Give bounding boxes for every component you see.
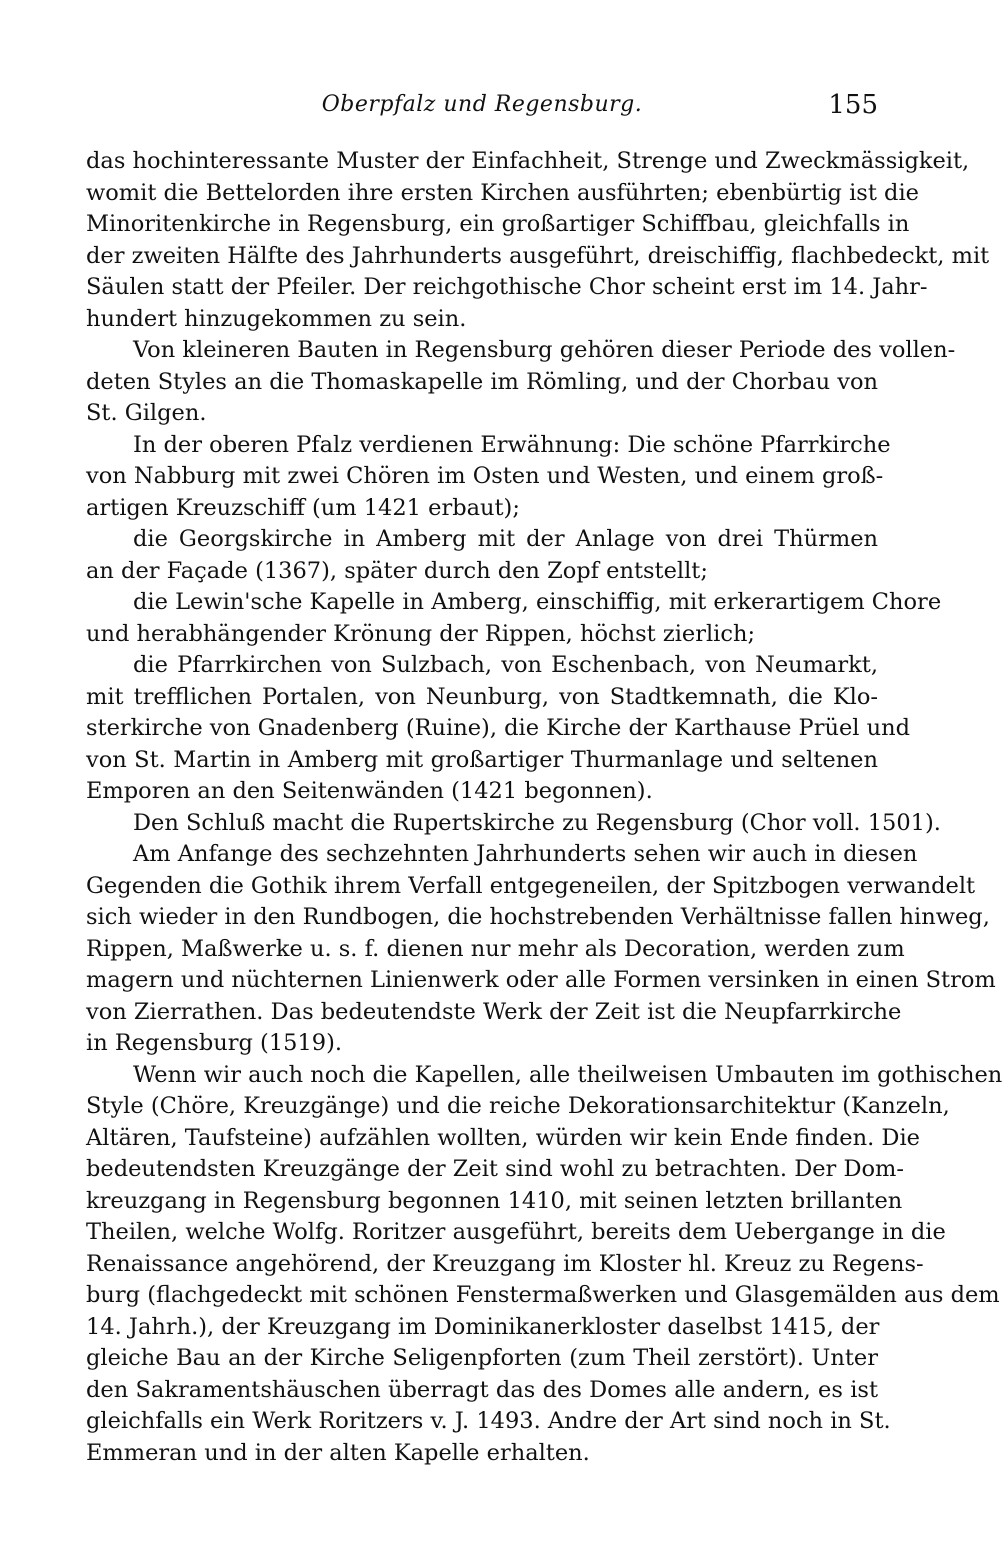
text-line: St. Gilgen. <box>86 400 207 426</box>
body-text <box>86 146 1002 1469</box>
text-line: deten Styles an die Thomaskapelle im Römling, und der Chorbau von <box>86 368 878 395</box>
text-line: Altären, Taufsteine) aufzählen wollten, würden wir kein Ende finden. Die <box>86 1124 920 1151</box>
text-line: von Nabburg mit zwei Chören im Osten und Westen, und einem groß- <box>86 463 884 489</box>
text-line: burg (flachgedeckt mit schönen Fenstermaßwerken und Glasgemälden aus dem <box>86 1282 1000 1308</box>
text-line: womit die Bettelorden ihre ersten Kirchen ausführten; ebenbürtig ist die <box>86 179 919 206</box>
text-line: Style (Chöre, Kreuzgänge) und die reiche Dekorationsarchitektur (Kanzeln, <box>86 1093 950 1119</box>
text-line: magern und nüchternen Linienwerk oder alle Formen versinken in einen Strom <box>86 967 996 993</box>
text-line: Säulen statt der Pfeiler. Der reichgothische Chor scheint erst im 14. Jahr- <box>86 274 928 300</box>
text-line: kreuzgang in Regensburg begonnen 1410, mit seinen letzten brillanten <box>86 1187 903 1214</box>
text-line: bedeutendsten Kreuzgänge der Zeit sind wohl zu betrachten. Der Dom- <box>86 1156 904 1182</box>
text-line: die Georgskirche in Amberg mit der Anlage von drei Thürmen <box>133 526 878 552</box>
running-head: Oberpfalz und Regensburg. <box>321 92 643 117</box>
text-line: Theilen, welche Wolfg. Roritzer ausgeführt, bereits dem Uebergange in die <box>86 1219 946 1245</box>
text-line: von St. Martin in Amberg mit großartiger Thurmanlage und seltenen <box>86 746 878 773</box>
text-line: gleiche Bau an der Kirche Seligenpforten (zum Theil zerstört). Unter <box>86 1345 878 1371</box>
text-line: den Sakramentshäuschen überragt das des Domes alle andern, es ist <box>86 1376 878 1403</box>
text-line: Den Schluß macht die Rupertskirche zu Regensburg (Chor voll. 1501). <box>133 809 941 836</box>
text-line: Renaissance angehörend, der Kreuzgang im Kloster hl. Kreuz zu Regens- <box>86 1250 924 1277</box>
text-line: der zweiten Hälfte des Jahrhunderts ausgeführt, dreischiffig, flachbedeckt, mit <box>86 242 990 269</box>
text-line: hundert hinzugekommen zu sein. <box>86 305 467 332</box>
text-line: sterkirche von Gnadenberg (Ruine), die Kirche der Karthause Prüel und <box>86 715 910 741</box>
text-line: von Zierrathen. Das bedeutendste Werk der Zeit ist die Neupfarrkirche <box>86 998 902 1025</box>
text-line: gleichfalls ein Werk Roritzers v. J. 1493. Andre der Art sind noch in St. <box>86 1408 891 1434</box>
text-line: 14. Jahrh.), der Kreuzgang im Dominikanerkloster daselbst 1415, der <box>86 1313 880 1340</box>
text-line: Am Anfange des sechzehnten Jahrhunderts sehen wir auch in diesen <box>133 841 918 867</box>
text-line: die Lewin'sche Kapelle in Amberg, einschiffig, mit erkerartigem Chore <box>133 589 942 615</box>
text-line: in Regensburg (1519). <box>86 1030 343 1056</box>
text-line: Wenn wir auch noch die Kapellen, alle theilweisen Umbauten im gothischen <box>133 1061 1002 1088</box>
text-line: Rippen, Maßwerke u. s. f. dienen nur mehr als Decoration, werden zum <box>86 935 905 962</box>
text-line: Gegenden die Gothik ihrem Verfall entgegeneilen, der Spitzbogen verwandelt <box>86 872 976 899</box>
text-line: sich wieder in den Rundbogen, die hochstrebenden Verhältnisse fallen hinweg, <box>86 904 990 930</box>
text-line: die Pfarrkirchen von Sulzbach, von Eschenbach, von Neumarkt, <box>133 652 878 678</box>
text-line: Emporen an den Seitenwänden (1421 begonnen). <box>86 778 653 804</box>
text-line: an der Façade (1367), später durch den Zopf entstellt; <box>86 557 708 584</box>
page-number: 155 <box>828 90 878 120</box>
text-line: artigen Kreuzschiff (um 1421 erbaut); <box>86 494 520 521</box>
page-header <box>86 92 878 132</box>
text-line: das hochinteressante Muster der Einfachheit, Strenge und Zweckmässigkeit, <box>86 148 970 174</box>
text-line: Minoritenkirche in Regensburg, ein großartiger Schiffbau, gleichfalls in <box>86 211 910 237</box>
text-line: In der oberen Pfalz verdienen Erwähnung: Die schöne Pfarrkirche <box>133 431 891 458</box>
text-line: Von kleineren Bauten in Regensburg gehören dieser Periode des vollen- <box>133 337 956 363</box>
text-line: und herabhängender Krönung der Rippen, höchst zierlich; <box>86 620 756 647</box>
text-line: Emmeran und in der alten Kapelle erhalten. <box>86 1439 590 1466</box>
text-line: mit trefflichen Portalen, von Neunburg, von Stadtkemnath, die Klo- <box>86 683 878 710</box>
